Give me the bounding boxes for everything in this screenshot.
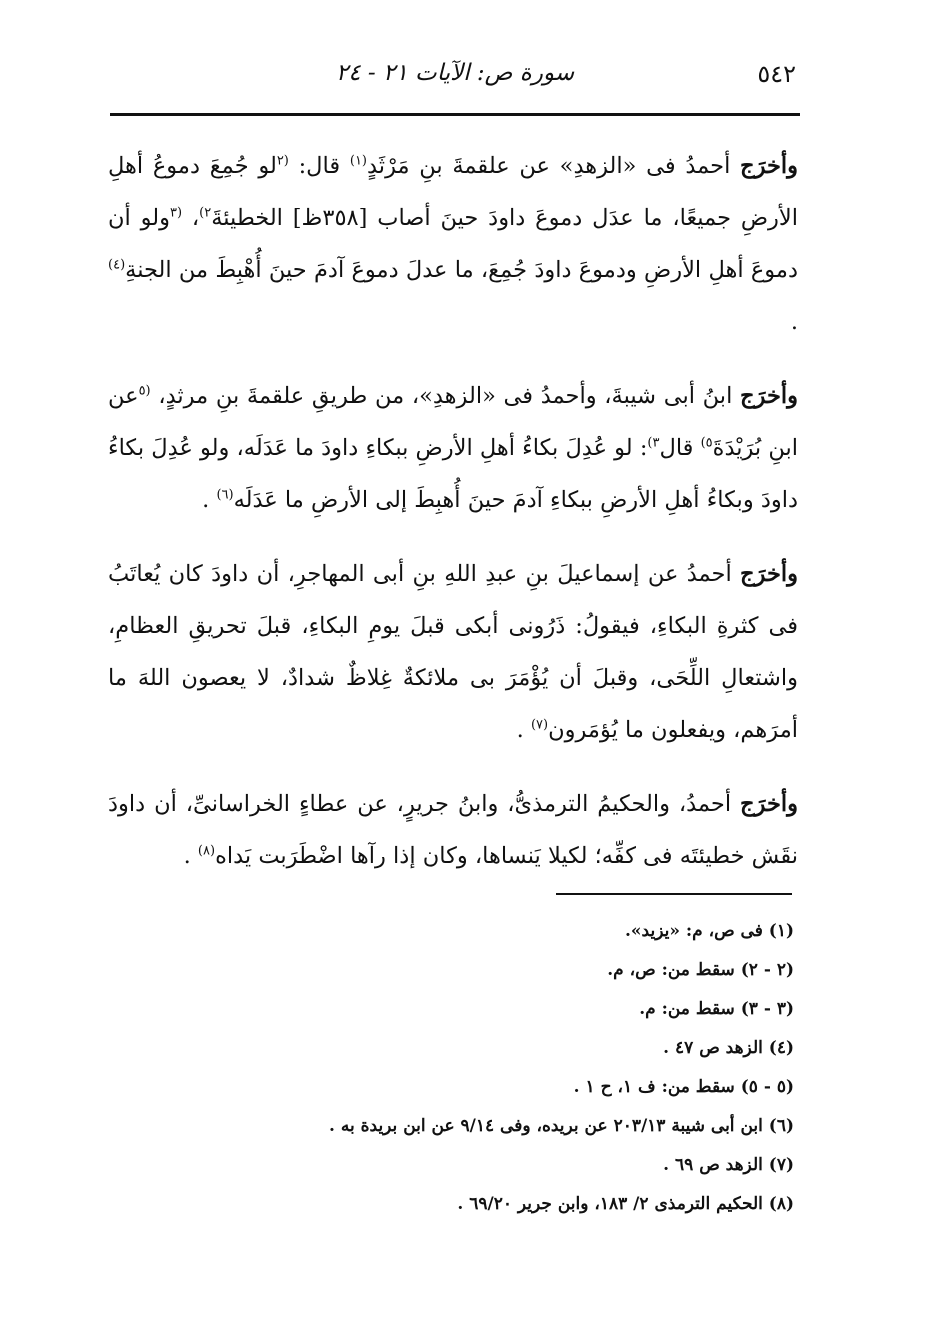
paragraph-text: ولو أن دموعَ أهلِ الأرضِ ودموعَ داودَ جُمِعَ، ما عدلَ دموعَ آدمَ حينَ أُهْبِطَ من الجنةِ <box>108 205 798 283</box>
paragraph-text: لو جُمِعَ دموعُ أهلِ الأرضِ جميعًا، ما عدَل دموعَ داودَ حينَ أصاب [٣٥٨ظ] الخطيئةَ <box>108 153 798 231</box>
footnote-ref: (١) <box>349 153 367 169</box>
page-number: ٥٤٢ <box>757 60 796 88</box>
paragraph-4 <box>108 778 798 882</box>
paragraph-text: . <box>516 717 531 743</box>
paragraph-text: أحمدُ عن إسماعيلَ بنِ عبدِ اللهِ بنِ أبى المهاجرِ، أن داودَ كان يُعاتَبُ فى كثرةِ البكاءِ، فيقولُ: ذَرُونى أبكى قبلَ يومِ البكاءِ، قبلَ تحريقِ العظامِ، واشتعالِ اللِّحَى، وقبلَ أن يُؤْمَرَ بى ملائكةٌ غِلاظٌ شدادٌ، لا يعصون اللهَ ما أمرَهم، ويفعلون ما يُؤمَرون <box>108 561 798 743</box>
paragraph-3 <box>108 548 798 756</box>
footnote-6: (٦) ابن أبى شيبة ٢٠٣/١٣ عن بريده، وفى ٩/١٤ عن ابن بريدة به . <box>329 1116 794 1136</box>
footnote-3: (٣ - ٣) سقط من: م. <box>639 999 794 1019</box>
page-header <box>110 54 800 104</box>
footnote-4: (٤) الزهد ص ٤٧ . <box>663 1038 794 1058</box>
paragraph-text: : لو عُدِلَ بكاءُ أهلِ الأرضِ ببكاءِ داودَ ما عَدَلَه، ولو عُدِلَ بكاءُ داودَ وبكاءُ أهلِ الأرضِ ببكاءِ آدمَ حينَ أُهبِطَ إلى الأرضِ ما عَدَلَه <box>108 435 798 513</box>
paragraph-2 <box>108 370 798 526</box>
footnote-ref: (٥ <box>138 383 151 399</box>
paragraph-text: ابنُ أبى شيبةَ، وأحمدُ فى «الزهدِ»، من طريقِ علقمةَ بنِ مرثدٍ، <box>150 383 741 409</box>
footnote-7: (٧) الزهد ص ٦٩ . <box>663 1155 794 1175</box>
footnote-ref: ٥) <box>700 435 713 451</box>
footnote-8: (٨) الحكيم الترمذى ٢/ ١٨٣، وابن جرير ٦٩/٢٠ . <box>457 1194 794 1214</box>
paragraph-lead: وأخرَج <box>740 383 798 409</box>
footnote-5: (٥ - ٥) سقط من: ف ١، ح ١ . <box>573 1077 794 1097</box>
paragraph-text: قال <box>659 435 701 461</box>
paragraph-1 <box>108 140 798 348</box>
paragraph-text: أحمدُ، والحكيمُ الترمذىُّ، وابنُ جريرٍ، عن عطاءٍ الخراسانىِّ، أن داودَ نقَش خطيئتَه فى كفِّه؛ لكيلا يَنساها، وكان إذا رآها اضْطَرَبت يَداه <box>108 791 798 869</box>
paragraph-text: . <box>790 309 798 335</box>
footnote-ref: (٧) <box>530 717 549 733</box>
paragraph-text: . <box>202 487 217 513</box>
footnotes <box>108 912 794 1224</box>
paragraph-lead: وأخرَج <box>740 561 798 587</box>
footnote-ref: ٣) <box>647 435 660 451</box>
paragraph-text: . <box>183 843 198 869</box>
footnote-ref: (٣ <box>169 205 183 221</box>
running-title: سورة ص: الآيات ٢١ - ٢٤ <box>335 60 575 86</box>
footnote-rule <box>556 893 792 895</box>
paragraph-text: عن ابنِ بُرَيْدَةَ <box>108 383 798 461</box>
footnote-1: (١) فى ص، م: «يزيد». <box>625 921 794 941</box>
footnote-ref: (٨) <box>197 843 216 859</box>
footnote-2: (٢ - ٢) سقط من: ص، م. <box>607 960 794 980</box>
footnote-ref: (٤) <box>108 257 126 273</box>
paragraph-text: ، <box>182 205 200 231</box>
paragraph-text: قال: <box>288 153 350 179</box>
main-text <box>108 140 798 904</box>
footnote-ref: (٢ <box>276 153 289 169</box>
paragraph-lead: وأخرَج <box>740 791 798 817</box>
footnote-ref: (٦) <box>216 487 234 503</box>
header-rule <box>110 113 800 116</box>
paragraph-lead: وأخرَج <box>740 153 799 179</box>
paragraph-text: أحمدُ فى «الزهدِ» عن علقمةَ بنِ مَرْثَدٍ <box>367 153 741 179</box>
footnote-ref: ٢) <box>199 205 212 221</box>
